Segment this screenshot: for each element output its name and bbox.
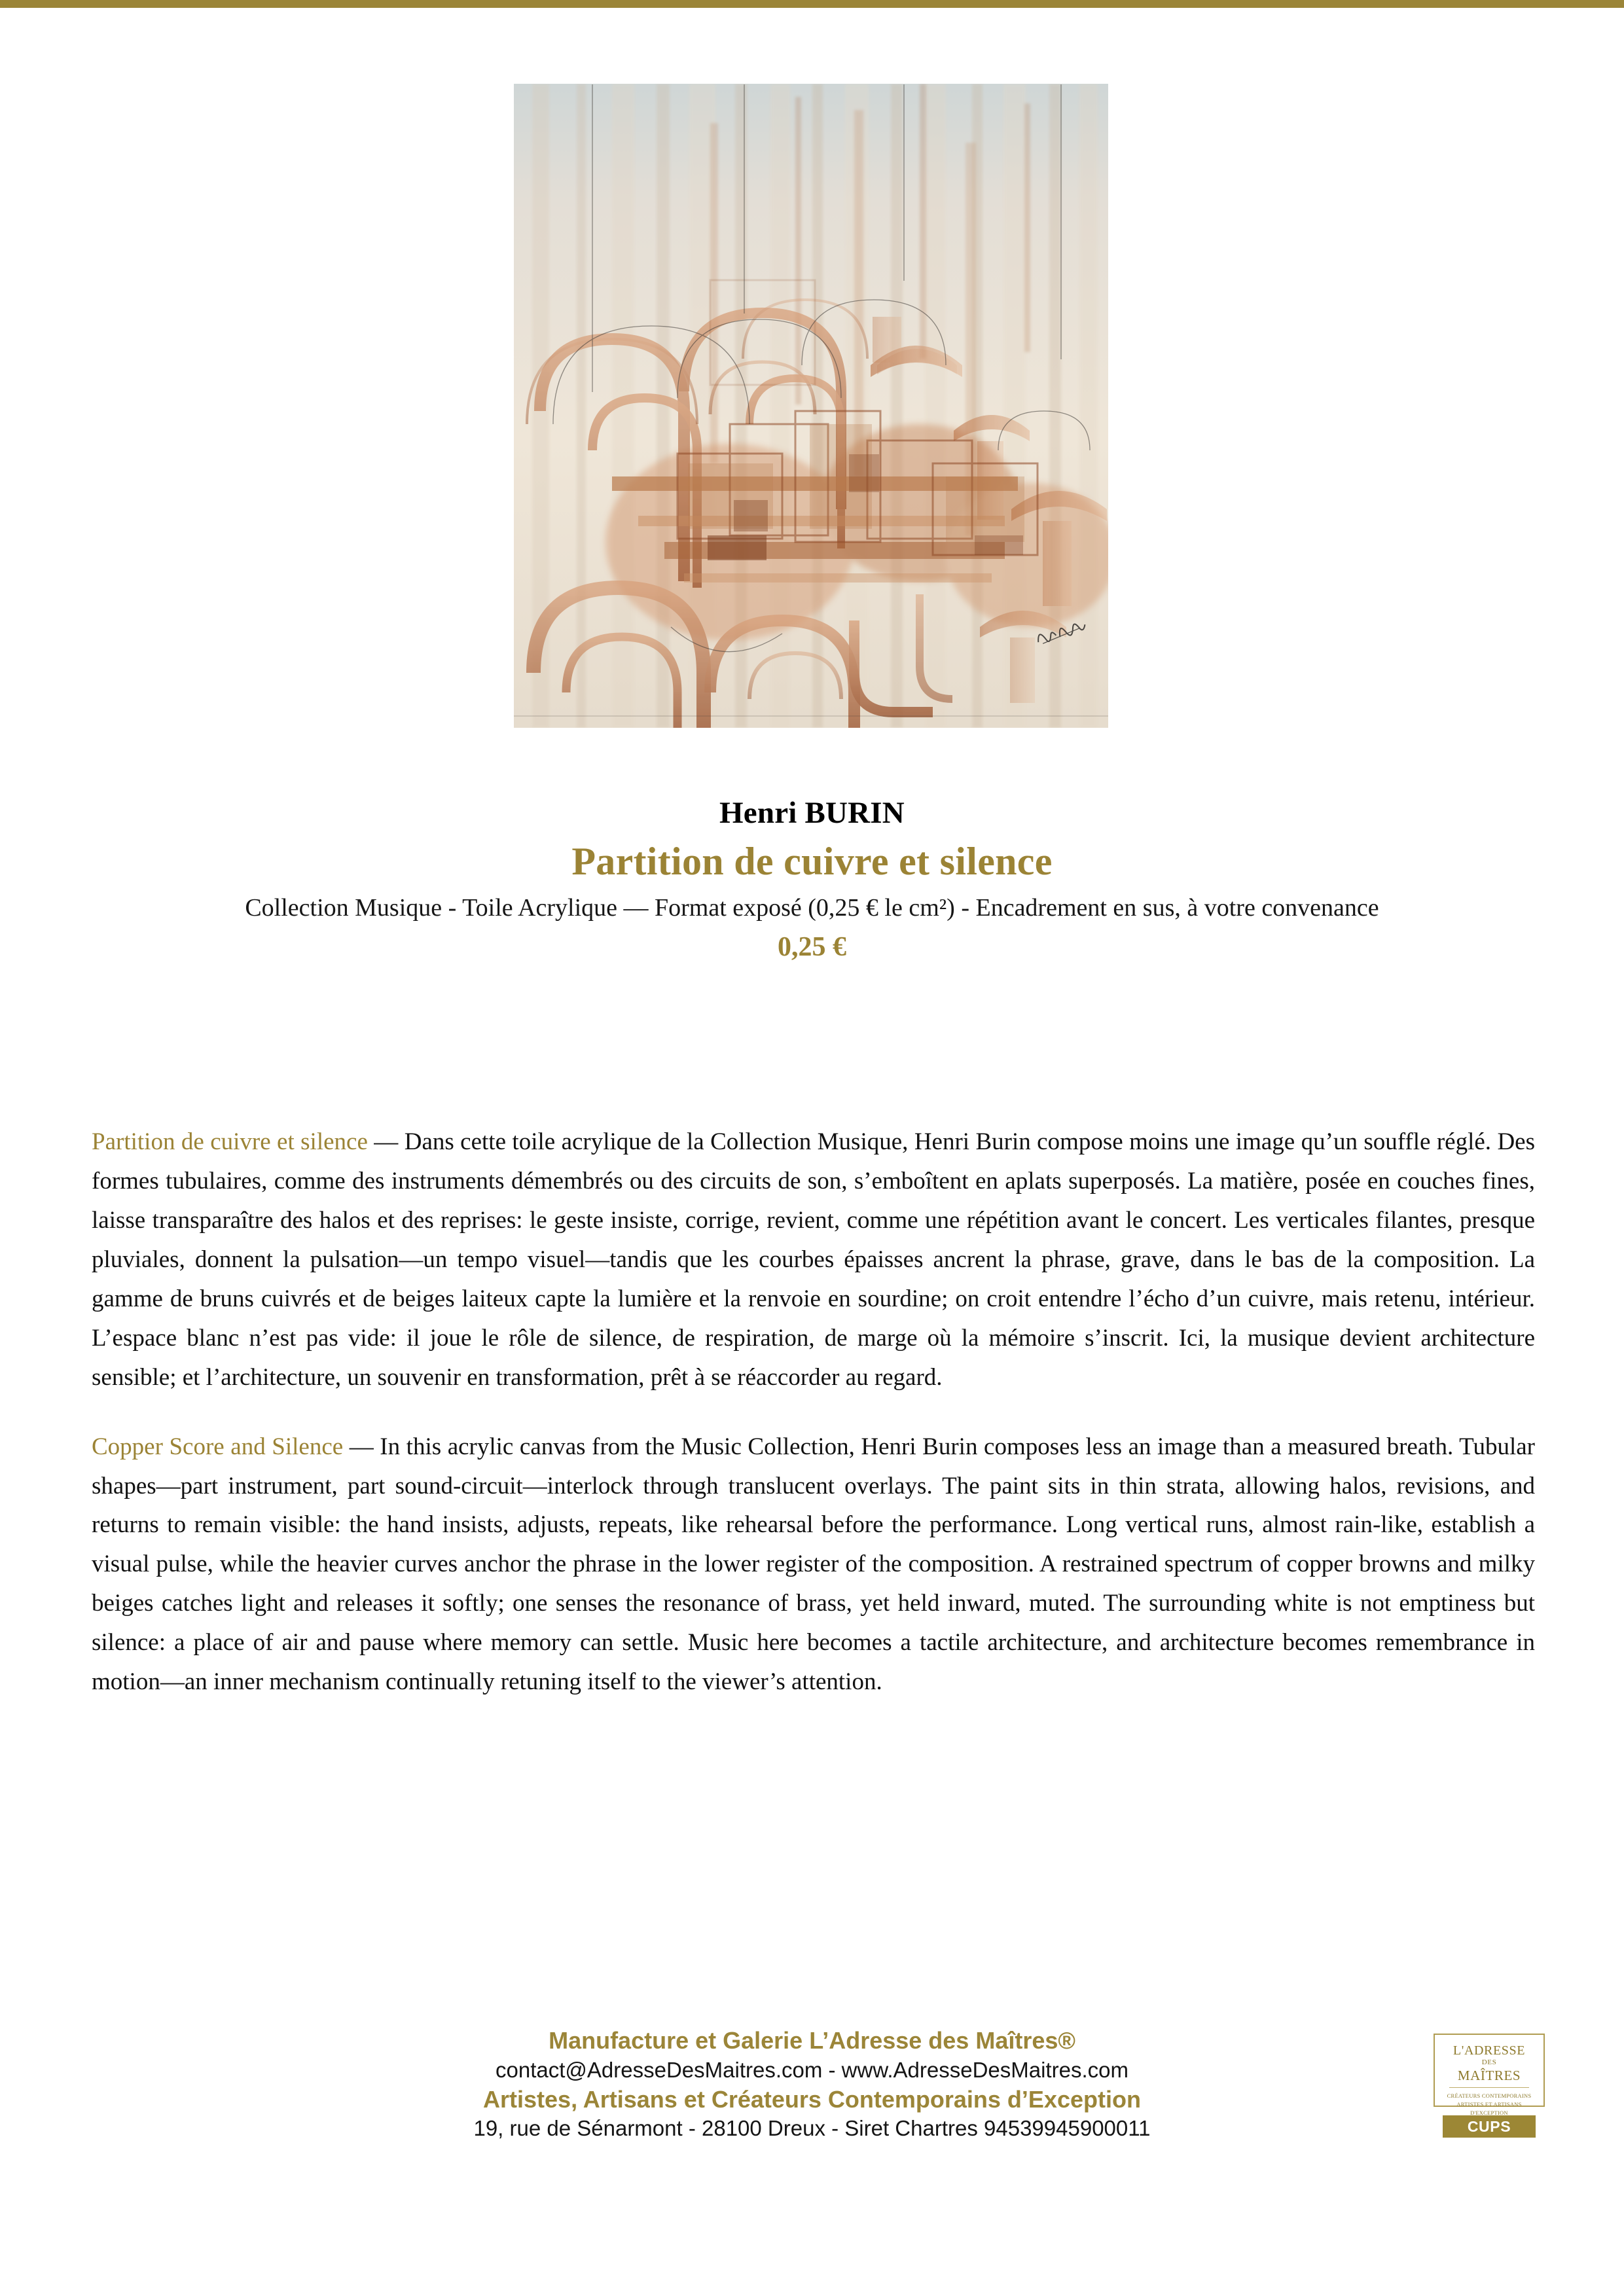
- price-label: 0,25 €: [778, 932, 846, 963]
- description-paragraph-fr: [92, 1122, 1535, 1397]
- page-title: Partition de cuivre et silence: [571, 839, 1053, 883]
- description-lead-in-en: Copper Score and Silence: [92, 1433, 344, 1460]
- footer-contact-block: [0, 2026, 1624, 2143]
- footer-address-line: 19, rue de Sénarmont - 28100 Dreux - Siret Chartres 94539945900011: [473, 2116, 1151, 2141]
- cups-badge[interactable]: CUPS: [1443, 2115, 1536, 2138]
- artwork-specs: Collection Musique - Toile Acrylique — Format exposé (0,25 € le cm²) - Encadrement en sus, à votre convenance: [245, 893, 1379, 922]
- artwork-identity-block: [0, 795, 1624, 965]
- description-separator-en: —: [343, 1433, 380, 1460]
- description-separator-fr: —: [367, 1128, 405, 1155]
- logo-line-maitres: MAÎTRES: [1457, 2067, 1521, 2083]
- artwork-image: [514, 84, 1108, 728]
- footer-tagline: Artistes, Artisans et Créateurs Contemporains d’Exception: [483, 2085, 1141, 2113]
- description-text-fr: Dans cette toile acrylique de la Collection Musique, Henri Burin compose moins une image qu’un souffle réglé. Des formes tubulaires, comme des instruments démembrés ou des circuits de son, s’emboîtent en aplats superposés. La matière, posée en couches fines, laisse transparaître des halos et des reprises: le geste insiste, corrige, revient, comme une répétition avant le concert. Les verticales filantes, presque pluviales, donnent la pulsation—un tempo visuel—tandis que les courbes épaisses ancrent la phrase, grave, dans le bas de la composition. La gamme de bruns cuivrés et de beiges laiteux capte la lumière et la renvoie en sourdine; on croit entendre l’écho d’un cuivre, mais retenu, intérieur. L’espace blanc n’est pas vide: il joue le rôle de silence, de respiration, de marge où la mémoire s’inscrit. Ici, la musique devient architecture sensible; et l’architecture, un souvenir en transformation, prêt à se réaccorder au regard.: [92, 1128, 1535, 1391]
- description-lead-in-fr: Partition de cuivre et silence: [92, 1128, 368, 1155]
- logo-subtitle-exception: D'EXCEPTION: [1470, 2109, 1508, 2116]
- footer-contact-line[interactable]: contact@AdresseDesMaitres.com - www.AdresseDesMaitres.com: [496, 2057, 1128, 2082]
- logo-line-adresse: L'ADRESSE: [1453, 2043, 1526, 2058]
- footer-company-name: Manufacture et Galerie L’Adresse des Maîtres®: [549, 2027, 1075, 2054]
- artwork-container: [514, 84, 1108, 728]
- description-paragraph-en: [92, 1427, 1535, 1702]
- description-section: [92, 1122, 1535, 1732]
- logo-card: [1434, 2034, 1545, 2116]
- logo-subtitle-artists: ARTISTES ET ARTISANS: [1456, 2100, 1522, 2108]
- brand-logo-block: [1434, 2034, 1545, 2138]
- artist-name: Henri BURIN: [719, 796, 905, 830]
- logo-line-des: DES: [1481, 2058, 1497, 2066]
- description-text-en: In this acrylic canvas from the Music Collection, Henri Burin composes less an image than a measured breath. Tubular shapes—part instrument, part sound-circuit—interlock through translucent overlays. The paint sits in thin strata, allowing halos, revisions, and returns to remain visible: the hand insists, adjusts, repeats, like rehearsal before the performance. Long vertical runs, almost rain-like, establish a visual pulse, while the heavier curves anchor the phrase in the lower register of the composition. A restrained spectrum of copper browns and milky beiges catches light and releases it softly; one senses the resonance of brass, yet held inward, muted. The surrounding white is not emptiness but silence: a place of air and pause where memory can settle. Music here becomes a tactile architecture, and architecture becomes remembrance in motion—an inner mechanism continually retuning itself to the viewer’s attention.: [92, 1433, 1535, 1696]
- logo-subtitle-creators: CRÉATEURS CONTEMPORAINS: [1447, 2092, 1532, 2099]
- top-accent-bar: [0, 0, 1624, 8]
- logo-divider: [1449, 2087, 1529, 2088]
